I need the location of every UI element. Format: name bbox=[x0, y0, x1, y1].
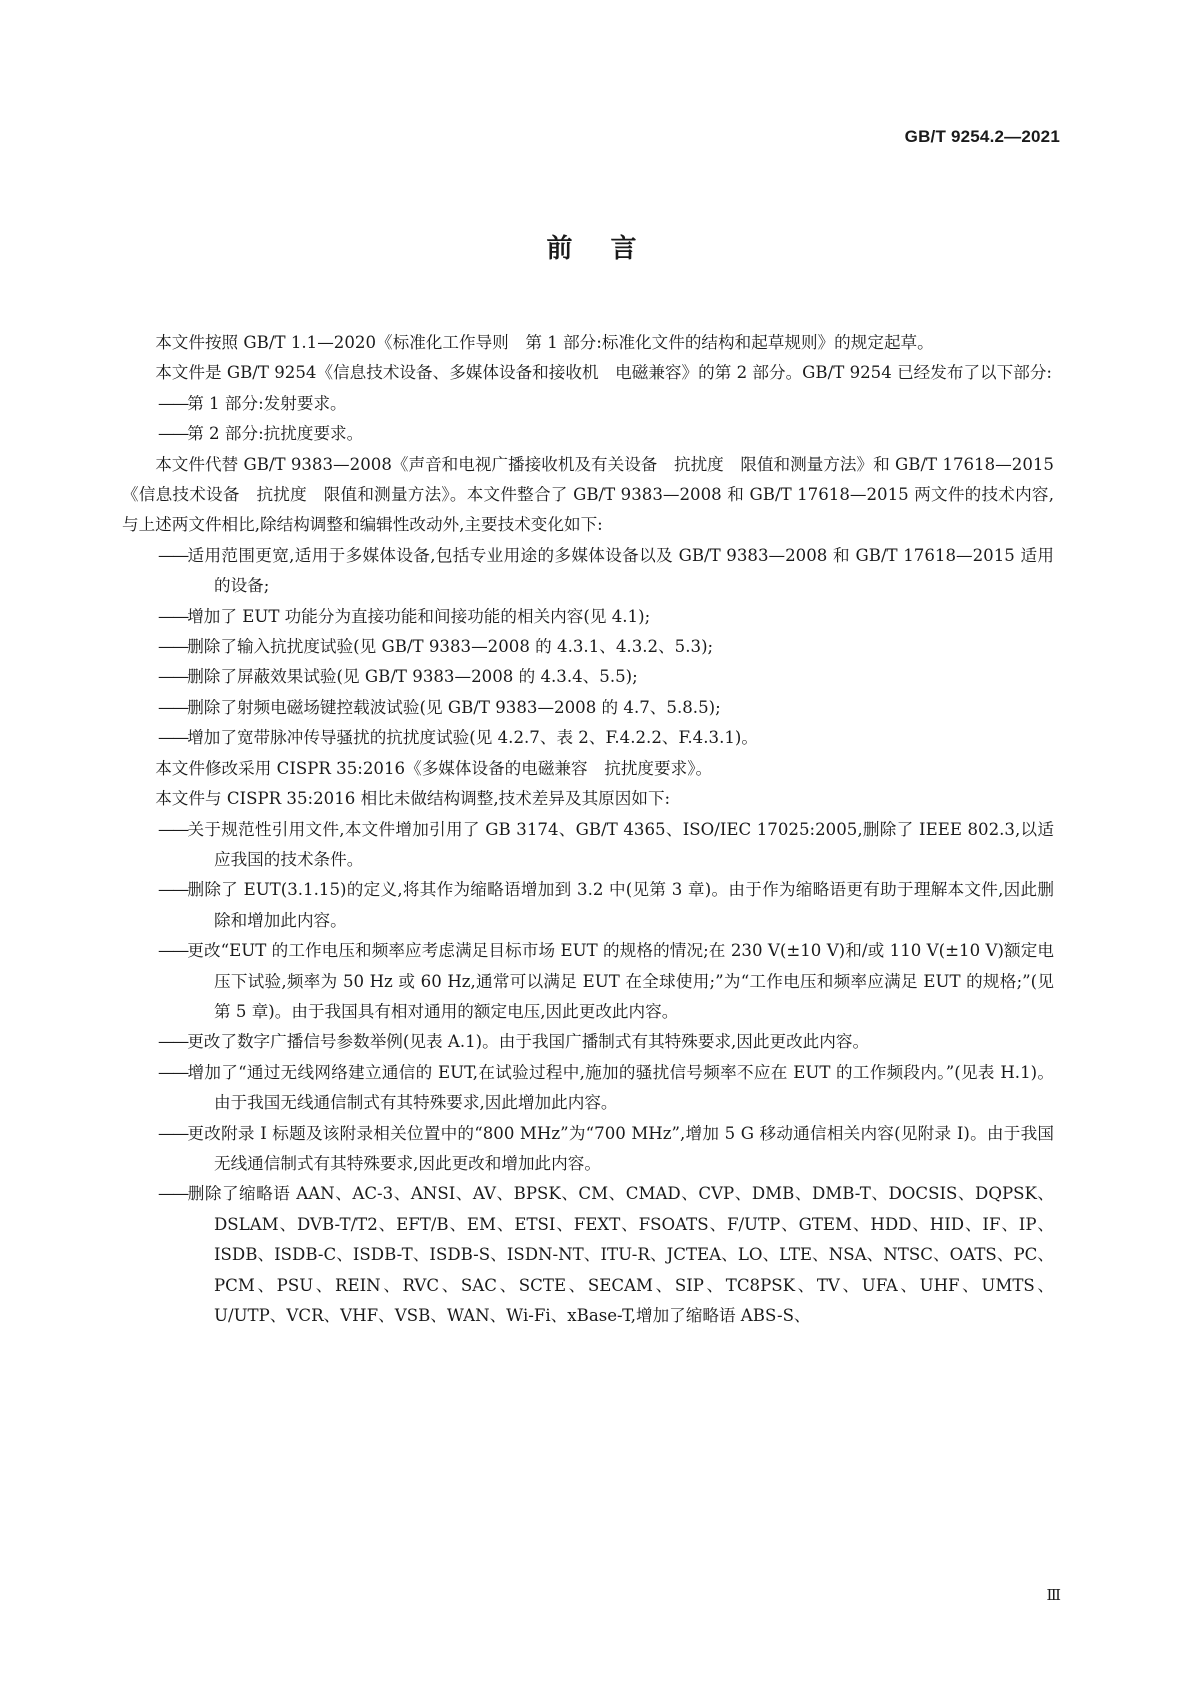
list-item: ——删除了输入抗扰度试验(见 GB/T 9383—2008 的 4.3.1、4.3.2、5.3); bbox=[158, 637, 714, 657]
dash-mark: —— bbox=[158, 941, 188, 961]
list-item: ——更改了数字广播信号参数举例(见表 A.1)。由于我国广播制式有其特殊要求,因此更改此内容。 bbox=[158, 1032, 870, 1052]
dash-mark: —— bbox=[158, 606, 188, 626]
paragraph-4: 本文件修改采用 CISPR 35:2016《多媒体设备的电磁兼容 抗扰度要求》。 bbox=[155, 758, 713, 778]
list-item: ——适用范围更宽,适用于多媒体设备,包括专业用途的多媒体设备以及 GB/T 9383—2008 和 GB/T 17618—2015 适用的设备; bbox=[158, 545, 1054, 596]
list-item: ——增加了宽带脉冲传导骚扰的抗扰度试验(见 4.2.7、表 2、F.4.2.2、F.4.3.1)。 bbox=[158, 728, 758, 748]
dash-mark: —— bbox=[158, 728, 188, 748]
list-item: ——第 2 部分:抗扰度要求。 bbox=[158, 424, 364, 444]
list-item: ——删除了 EUT(3.1.15)的定义,将其作为缩略语增加到 3.2 中(见第 3 章)。由于作为缩略语更有助于理解本文件,因此删除和增加此内容。 bbox=[158, 880, 1054, 930]
dash-mark: —— bbox=[158, 545, 188, 565]
page-number: Ⅲ bbox=[1046, 1586, 1061, 1604]
list-item: ——删除了射频电磁场键控载波试验(见 GB/T 9383—2008 的 4.7、5.8.5); bbox=[158, 697, 721, 717]
paragraph-1: 本文件按照 GB/T 1.1—2020《标准化工作导则 第 1 部分:标准化文件的结构和起草规则》的规定起草。 bbox=[155, 333, 934, 352]
foreword-body bbox=[122, 328, 1054, 1331]
dash-mark: —— bbox=[158, 637, 188, 657]
list-item: ——关于规范性引用文件,本文件增加引用了 GB 3174、GB/T 4365、ISO/IEC 17025:2005,删除了 IEEE 802.3,以适应我国的技术条件。 bbox=[158, 819, 1054, 869]
standard-code: GB/T 9254.2—2021 bbox=[904, 127, 1060, 146]
paragraph-2: 本文件是 GB/T 9254《信息技术设备、多媒体设备和接收机 电磁兼容》的第 2 部分。GB/T 9254 已经发布了以下部分: bbox=[155, 363, 1053, 383]
list-item: ——第 1 部分:发射要求。 bbox=[158, 393, 347, 413]
dash-mark: —— bbox=[158, 1032, 188, 1052]
dash-mark: —— bbox=[158, 667, 188, 687]
paragraph-3: 本文件代替 GB/T 9383—2008《声音和电视广播接收机及有关设备 抗扰度 限值和测量方法》和 GB/T 17618—2015《信息技术设备 抗扰度 限值和测量方法》。本文件整合了 GB/T 9383—2008 和 GB/T 17618—2015 两文件的技术内容,与上述两文件相比,除结构调整和编辑性改动外,主要技术变化如下: bbox=[122, 454, 1054, 535]
dash-mark: —— bbox=[158, 1062, 188, 1082]
dash-mark: —— bbox=[158, 393, 188, 413]
list-item: ——更改附录 I 标题及该附录相关位置中的“800 MHz”为“700 MHz”,增加 5 G 移动通信相关内容(见附录 I)。由于我国无线通信制式有其特殊要求,因此更改和增加此内容。 bbox=[158, 1123, 1054, 1173]
dash-mark: —— bbox=[158, 424, 188, 444]
dash-mark: —— bbox=[158, 819, 188, 839]
list-item: ——增加了 EUT 功能分为直接功能和间接功能的相关内容(见 4.1); bbox=[158, 606, 651, 626]
page-title: 前言 bbox=[546, 234, 675, 264]
dash-mark: —— bbox=[158, 880, 188, 900]
dash-mark: —— bbox=[158, 1184, 188, 1204]
dash-mark: —— bbox=[158, 697, 188, 717]
list-item: ——删除了屏蔽效果试验(见 GB/T 9383—2008 的 4.3.4、5.5); bbox=[158, 667, 638, 687]
list-item: ——删除了缩略语 AAN、AC-3、ANSI、AV、BPSK、CM、CMAD、CVP、DMB、DMB-T、DOCSIS、DQPSK、DSLAM、DVB-T/T2、EFT/B、EM、ETSI、FEXT、FSOATS、F/UTP、GTEM、HDD、HID、IF、IP、ISDB、ISDB-C、ISDB-T、ISDB-S、ISDN-NT、ITU-R、JCTEA、LO、LTE、NSA、NTSC、OATS、PC、PCM、PSU、REIN、RVC、SAC、SCTE、SECAM、SIP、TC8PSK、TV、UFA、UHF、UMTS、U/UTP、VCR、VHF、VSB、WAN、Wi-Fi、xBase-T,增加了缩略语 ABS-S、 bbox=[158, 1184, 1054, 1325]
list-item: ——更改“EUT 的工作电压和频率应考虑满足目标市场 EUT 的规格的情况;在 230 V(±10 V)和/或 110 V(±10 V)额定电压下试验,频率为 50 Hz 或 60 Hz,通常可以满足 EUT 在全球使用;”为“工作电压和频率应满足 EUT 的规格;”(见第 5 章)。由于我国具有相对通用的额定电压,因此更改此内容。 bbox=[158, 941, 1054, 1021]
dash-mark: —— bbox=[158, 1123, 188, 1143]
list-item: ——增加了“通过无线网络建立通信的 EUT,在试验过程中,施加的骚扰信号频率不应在 EUT 的工作频段内。”(见表 H.1)。由于我国无线通信制式有其特殊要求,因此增加此内容。 bbox=[158, 1062, 1054, 1113]
paragraph-5: 本文件与 CISPR 35:2016 相比未做结构调整,技术差异及其原因如下: bbox=[155, 789, 671, 809]
